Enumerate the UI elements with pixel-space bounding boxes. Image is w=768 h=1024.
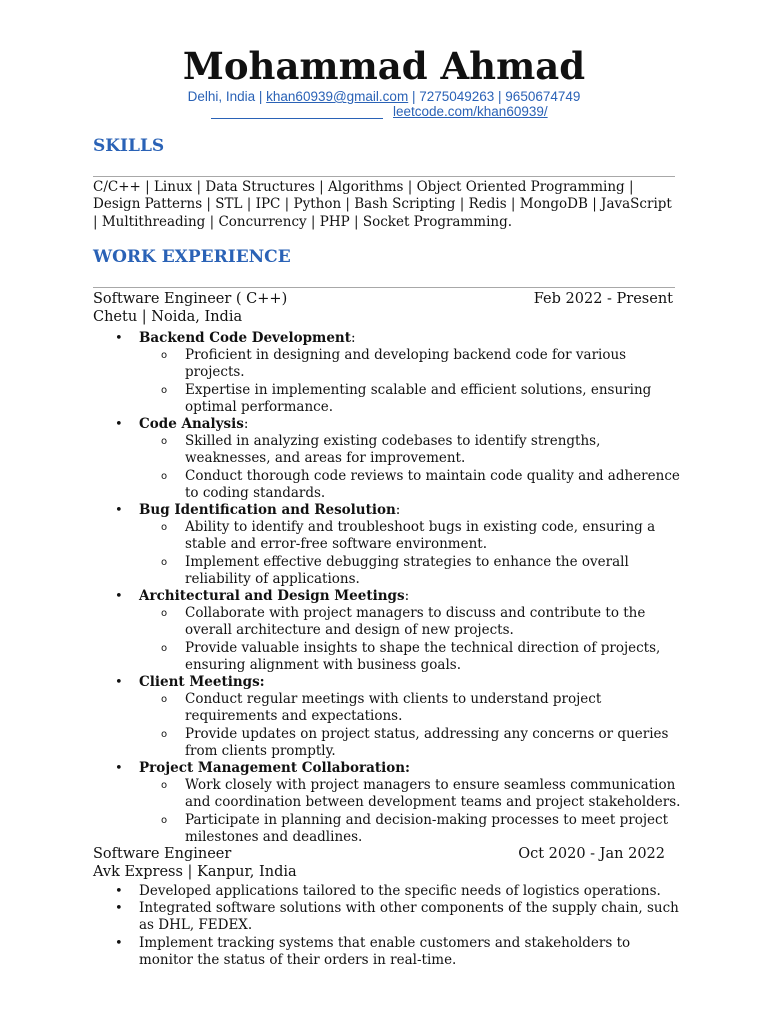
list-item: o Collaborate with project managers to discuss and contribute to the overall architecture and design of new projects.: [93, 605, 683, 639]
job-title: Software Engineer ( C++): [93, 291, 288, 307]
group-heading: Backend Code Development: [139, 330, 351, 346]
leetcode-link[interactable]: leetcode.com/khan60939/: [393, 104, 548, 119]
list-item: o Conduct regular meetings with clients to understand project requirements and expectations.: [93, 691, 683, 725]
contact-line: [0, 89, 768, 104]
group-heading: Client Meetings:: [139, 674, 265, 691]
list-item: o Provide updates on project status, addressing any concerns or queries from clients promptly.: [93, 726, 683, 760]
list-item: o Implement effective debugging strategies to enhance the overall reliability of applications.: [93, 554, 683, 588]
job-company: Avk Express | Kanpur, India: [93, 864, 297, 880]
job-title: Software Engineer: [93, 846, 232, 862]
group-heading: Architectural and Design Meetings: [139, 588, 405, 605]
responsibility-group: [93, 760, 683, 846]
list-item: o Work closely with project managers to ensure seamless communication and coordination between development teams and project stakeholders.: [93, 777, 683, 811]
list-item: • Developed applications tailored to the specific needs of logistics operations.: [93, 883, 683, 900]
job-responsibilities: [93, 330, 683, 846]
group-heading: Project Management Collaboration:: [139, 760, 411, 777]
group-heading: Code Analysis: [139, 416, 244, 433]
profile-links-line: [211, 104, 611, 119]
list-item: • Implement tracking systems that enable customers and stakeholders to monitor the status of their orders in real-time.: [93, 935, 683, 969]
job-responsibilities: [93, 883, 683, 969]
list-item: o Participate in planning and decision-making processes to meet project milestones and deadlines.: [93, 812, 683, 846]
email-link[interactable]: khan60939@gmail.com: [266, 89, 409, 104]
job-dates: Feb 2022 - Present: [533, 291, 673, 307]
responsibility-group: [93, 674, 683, 760]
phone-numbers: | 7275049263 | 9650674749: [408, 89, 581, 104]
list-item: • Integrated software solutions with other components of the supply chain, such as DHL, FEDEX.: [93, 900, 683, 934]
blank-link[interactable]: [211, 107, 383, 119]
skills-heading: SKILLS: [93, 136, 165, 156]
list-item: o Expertise in implementing scalable and efficient solutions, ensuring optimal performance.: [93, 382, 683, 416]
list-item: o Provide valuable insights to shape the technical direction of projects, ensuring alignment with business goals.: [93, 640, 683, 674]
list-item: o Skilled in analyzing existing codebases to identify strengths, weaknesses, and areas for improvement.: [93, 433, 683, 467]
list-item: o Proficient in designing and developing backend code for various projects.: [93, 347, 683, 381]
location: Delhi, India |: [187, 89, 267, 104]
work-experience-heading: WORK EXPERIENCE: [93, 247, 291, 267]
group-heading: Bug Identification and Resolution: [139, 502, 396, 519]
candidate-name: Mohammad Ahmad: [182, 44, 586, 88]
responsibility-group: • Architectural and Design Meetings: o Collaborate with project managers to discuss and contribute to the overall architecture and design of new projects. o Provide valuable insights to shape the technical direction of projects, ensuring alignment with business goals.: [93, 588, 683, 674]
list-item: o Ability to identify and troubleshoot bugs in existing code, ensuring a stable and error-free software environment.: [93, 519, 683, 553]
skills-list: C/C++ | Linux | Data Structures | Algorithms | Object Oriented Programming | Design Patterns | STL | IPC | Python | Bash Scripting | Redis | MongoDB | JavaScript | Multithreading | Concurrency | PHP | Socket Programming.: [93, 179, 672, 230]
job-dates: Oct 2020 - Jan 2022: [518, 846, 665, 862]
responsibility-group: • Code Analysis: o Skilled in analyzing existing codebases to identify strengths, weaknesses, and areas for improvement. o Conduct thorough code reviews to maintain code quality and adherence to coding standards.: [93, 416, 683, 502]
experience-divider: [93, 287, 675, 288]
list-item: o Conduct thorough code reviews to maintain code quality and adherence to coding standards.: [93, 468, 683, 502]
job-company: Chetu | Noida, India: [93, 309, 243, 325]
responsibility-group: • Backend Code Development: o Proficient in designing and developing backend code for various projects. o Expertise in implementing scalable and efficient solutions, ensuring optimal performance.: [93, 330, 683, 416]
responsibility-group: • Bug Identification and Resolution: o Ability to identify and troubleshoot bugs in existing code, ensuring a stable and error-free software environment. o Implement effective debugging strategies to enhance the overall reliability of applications.: [93, 502, 683, 588]
skills-divider: [93, 176, 675, 177]
